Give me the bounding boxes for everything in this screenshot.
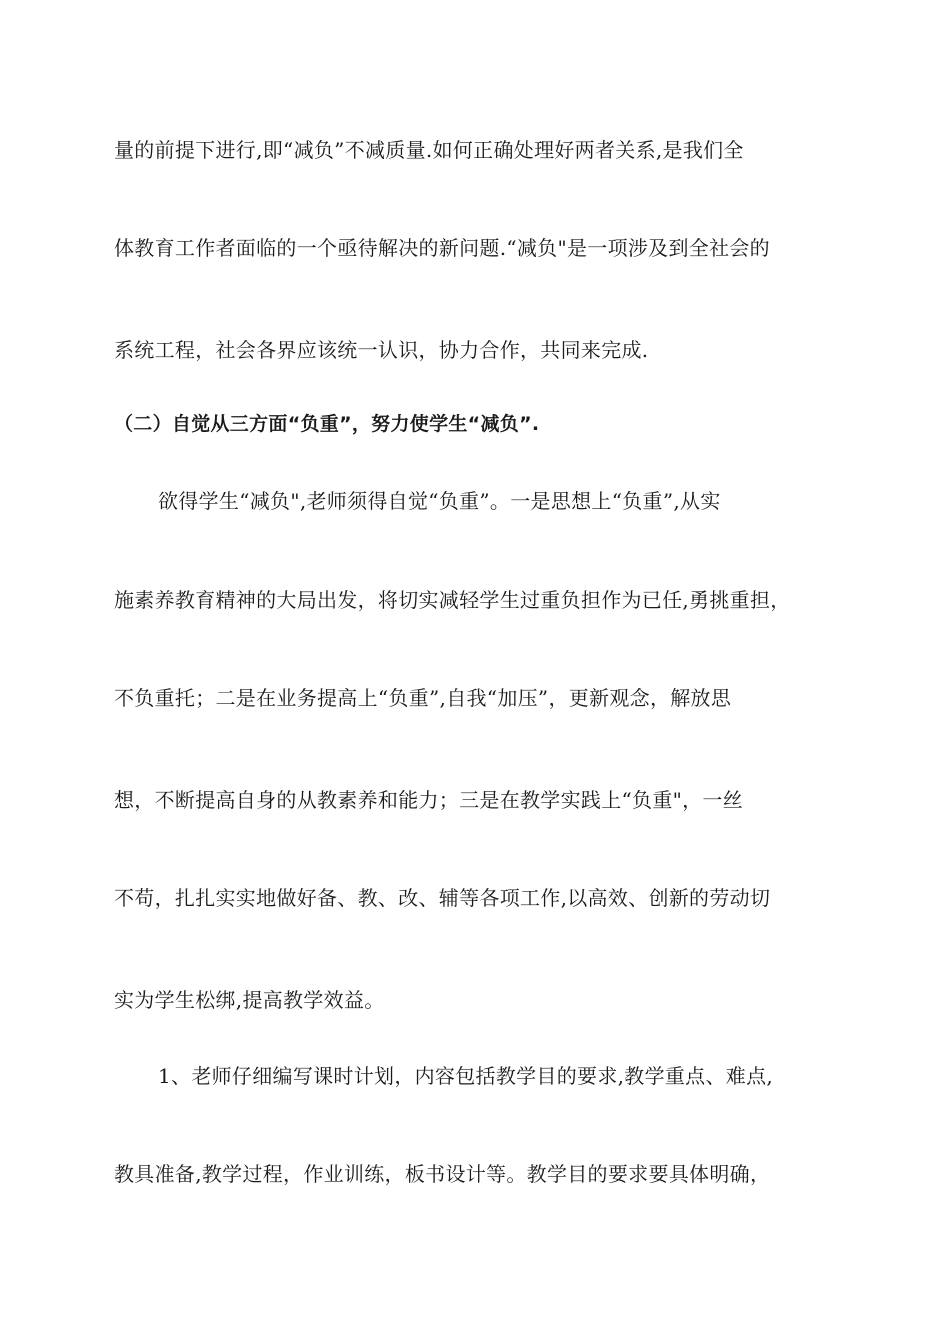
paragraph-line: 不负重托；二是在业务提高上“负重”,自我“加压”，更新观念，解放思 bbox=[114, 686, 732, 710]
paragraph-line: 欲得学生“减负",老师须得自觉“负重”。一是思想上“负重”,从实 bbox=[158, 489, 721, 513]
list-item-line: 1、老师仔细编写课时计划，内容包括教学目的要求,教学重点、难点, bbox=[158, 1064, 774, 1088]
paragraph-line: 量的前提下进行,即“减负”不减质量.如何正确处理好两者关系,是我们全 bbox=[114, 138, 744, 162]
section-heading: （二）自觉从三方面“负重”，努力使学生“减负”. bbox=[114, 413, 540, 435]
paragraph-line: 体教育工作者面临的一个亟待解决的新问题.“减负"是一项涉及到全社会的 bbox=[114, 236, 770, 260]
paragraph-line: 不苟，扎扎实实地做好备、教、改、辅等各项工作,以高效、创新的劳动切 bbox=[114, 886, 771, 910]
paragraph-line: 想，不断提高自身的从教素养和能力；三是在教学实践上“负重"，一丝 bbox=[114, 788, 744, 812]
paragraph-line: 系统工程，社会各界应该统一认识，协力合作，共同来完成. bbox=[114, 338, 649, 362]
paragraph-line: 实为学生松绑,提高教学效益。 bbox=[114, 988, 385, 1012]
paragraph-line: 教具准备,教学过程，作业训练，板书设计等。教学目的要求要具体明确， bbox=[114, 1162, 771, 1186]
paragraph-line: 施素养教育精神的大局出发，将切实减轻学生过重负担作为已任,勇挑重担， bbox=[114, 588, 791, 612]
